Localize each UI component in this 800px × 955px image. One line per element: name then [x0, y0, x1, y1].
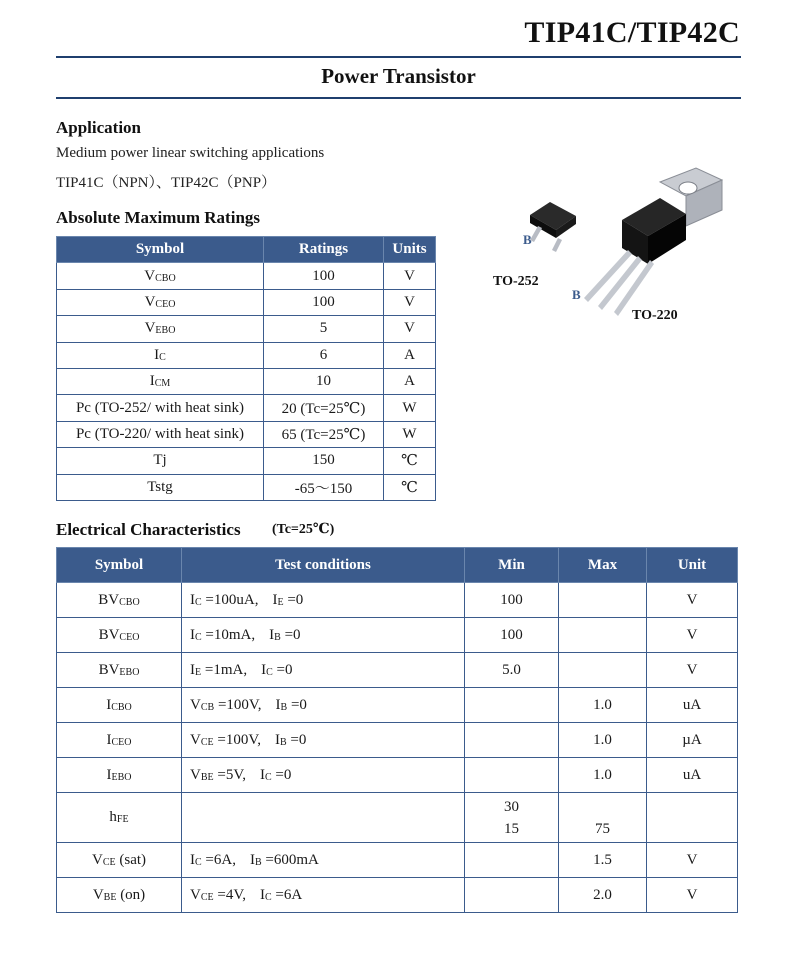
unit-cell: V — [647, 843, 738, 878]
unit-cell: V — [647, 653, 738, 688]
condition-line — [190, 592, 303, 608]
conditions-cell — [182, 688, 465, 723]
symbol-cell — [57, 474, 264, 500]
column-header: Units — [384, 237, 436, 263]
min-cell — [465, 688, 559, 723]
rating-cell: 5 — [264, 316, 384, 342]
condition-value: =4V, — [213, 886, 246, 903]
symbol-subscript: CE — [102, 856, 116, 868]
condition-value: =1mA, — [201, 661, 248, 678]
symbol-text: V — [144, 320, 156, 337]
symbol-text: I — [106, 731, 112, 748]
rating-cell: 100 — [264, 289, 384, 315]
min-cell: 5.0 — [465, 653, 559, 688]
table-row — [57, 421, 436, 447]
max-cell: 1.5 — [559, 843, 647, 878]
table-row — [57, 688, 738, 723]
rating-cell: 6 — [264, 342, 384, 368]
condition-subscript: C — [195, 631, 202, 643]
to-252-base-pin-label: B — [523, 232, 532, 247]
symbol-suffix: (on) — [116, 886, 146, 903]
max-cell: 2.0 — [559, 878, 647, 913]
condition-subscript: E — [277, 596, 284, 608]
condition-param: I — [275, 696, 281, 713]
unit-cell: W — [384, 395, 436, 421]
symbol-cell — [57, 723, 182, 758]
rating-cell: 100 — [264, 263, 384, 289]
condition-param: I — [272, 591, 278, 608]
unit-cell: ℃ — [384, 474, 436, 500]
application-line-2: TIP41C（NPN）、TIP42C（PNP） — [56, 175, 277, 191]
unit-cell: V — [384, 289, 436, 315]
table-row — [57, 723, 738, 758]
symbol-cell — [57, 618, 182, 653]
table-row — [57, 316, 436, 342]
table-row — [57, 653, 738, 688]
condition-line — [190, 627, 301, 643]
symbol-text: Pc (TO-252/ with heat sink) — [75, 399, 245, 416]
table-row — [57, 474, 436, 500]
unit-cell: uA — [647, 688, 738, 723]
condition-param: I — [261, 661, 267, 678]
max-cell: 1.0 — [559, 723, 647, 758]
condition-param: I — [269, 626, 275, 643]
condition-subscript: E — [195, 666, 202, 678]
min-cell — [465, 878, 559, 913]
condition-line — [190, 767, 291, 783]
condition-subscript: CE — [200, 891, 214, 903]
symbol-text: h — [109, 809, 117, 825]
table-row — [57, 342, 436, 368]
table-row — [57, 263, 436, 289]
package-illustration — [500, 160, 740, 330]
symbol-text: V — [144, 293, 156, 310]
symbol-cell — [57, 688, 182, 723]
conditions-cell — [182, 843, 465, 878]
unit-cell: A — [384, 342, 436, 368]
min-value: 30 — [504, 798, 519, 815]
condition-line — [190, 852, 319, 868]
condition-value: =0 — [283, 591, 304, 608]
condition-value: =0 — [271, 766, 292, 783]
electrical-heading: Electrical Characteristics — [56, 520, 241, 539]
unit-cell: V — [647, 618, 738, 653]
unit-cell: ℃ — [384, 448, 436, 474]
conditions-cell — [182, 583, 465, 618]
min-cell — [465, 793, 559, 843]
unit-cell: V — [384, 316, 436, 342]
unit-cell: V — [647, 878, 738, 913]
symbol-text: BV — [98, 661, 120, 678]
symbol-cell — [57, 793, 182, 843]
condition-param: V — [190, 766, 201, 783]
symbol-text: V — [92, 886, 104, 903]
rating-cell: 10 — [264, 368, 384, 394]
symbol-cell — [57, 653, 182, 688]
symbol-cell — [57, 758, 182, 793]
condition-line — [190, 662, 292, 678]
condition-subscript: B — [274, 631, 281, 643]
table-row — [57, 618, 738, 653]
condition-subscript: C — [264, 771, 272, 783]
symbol-cell — [57, 395, 264, 421]
condition-subscript: B — [280, 701, 288, 713]
conditions-cell — [182, 758, 465, 793]
symbol-cell — [57, 342, 264, 368]
table-row — [57, 289, 436, 315]
electrical-characteristics-table — [56, 547, 738, 913]
symbol-cell — [57, 368, 264, 394]
condition-subscript: CB — [200, 701, 215, 713]
condition-value: =0 — [287, 696, 307, 713]
condition-subscript: B — [279, 736, 287, 748]
symbol-cell — [57, 878, 182, 913]
unit-cell: W — [384, 421, 436, 447]
electrical-header-row — [57, 548, 738, 583]
unit-cell: V — [647, 583, 738, 618]
condition-line — [190, 887, 302, 903]
to-220-package-icon — [584, 168, 722, 316]
symbol-subscript: BE — [103, 891, 117, 903]
unit-cell: V — [384, 263, 436, 289]
to-220-label: TO-220 — [632, 308, 678, 323]
rating-cell: 150 — [264, 448, 384, 474]
condition-param: I — [259, 766, 265, 783]
max-cell: 1.0 — [559, 688, 647, 723]
condition-value: =600mA — [261, 851, 319, 868]
condition-subscript: C — [264, 891, 272, 903]
min-cell — [465, 758, 559, 793]
symbol-subscript: CBO — [155, 272, 176, 284]
min-cell: 100 — [465, 618, 559, 653]
condition-value: =0 — [280, 626, 301, 643]
symbol-text: Tstg — [147, 478, 173, 495]
max-value: 75 — [595, 820, 610, 837]
condition-param: V — [190, 731, 201, 748]
column-header: Symbol — [57, 548, 182, 583]
condition-param: V — [190, 696, 201, 713]
condition-value: =100uA, — [201, 591, 259, 608]
condition-subscript: CE — [200, 736, 214, 748]
symbol-cell — [57, 583, 182, 618]
condition-value: =6A — [271, 886, 303, 903]
condition-value: =5V, — [213, 766, 246, 783]
column-header: Test conditions — [182, 548, 465, 583]
condition-param: I — [274, 731, 280, 748]
min-cell — [465, 723, 559, 758]
rating-cell: 65 (Tc=25℃) — [264, 421, 384, 447]
datasheet-title: TIP41C/TIP42C — [524, 16, 740, 49]
symbol-text: BV — [98, 591, 120, 608]
symbol-text: I — [154, 346, 160, 363]
application-line-1: Medium power linear switching applications — [56, 145, 325, 161]
table-row — [57, 395, 436, 421]
absolute-max-heading: Absolute Maximum Ratings — [56, 208, 261, 227]
max-cell — [559, 583, 647, 618]
to-252-label: TO-252 — [493, 274, 539, 289]
conditions-cell — [182, 878, 465, 913]
unit-cell: A — [384, 368, 436, 394]
datasheet-subtitle: Power Transistor — [321, 64, 476, 88]
condition-subscript: BE — [200, 771, 214, 783]
conditions-cell — [182, 723, 465, 758]
symbol-text: I — [106, 766, 112, 783]
absolute-max-table — [56, 236, 436, 501]
symbol-cell — [57, 316, 264, 342]
condition-param: V — [190, 886, 201, 903]
condition-value: =0 — [286, 731, 307, 748]
conditions-cell — [182, 618, 465, 653]
max-cell: 1.0 — [559, 758, 647, 793]
condition-param: I — [190, 851, 195, 868]
condition-value: =100V, — [214, 696, 262, 713]
symbol-subscript: CEO — [155, 298, 176, 310]
max-cell — [559, 653, 647, 688]
symbol-subscript: CBO — [111, 701, 132, 713]
conditions-cell — [182, 653, 465, 688]
absolute-max-body — [57, 263, 436, 501]
symbol-subscript: FE — [116, 814, 129, 825]
column-header: Ratings — [264, 237, 384, 263]
symbol-text: V — [91, 851, 103, 868]
rating-cell: -65～150 — [264, 474, 384, 500]
symbol-subscript: EBO — [155, 325, 176, 337]
table-row — [57, 793, 738, 843]
unit-cell: uA — [647, 758, 738, 793]
condition-value: =0 — [272, 661, 293, 678]
condition-value: =10mA, — [201, 626, 256, 643]
application-heading: Application — [56, 118, 142, 137]
column-header: Min — [465, 548, 559, 583]
to-220-base-pin-label: B — [572, 287, 581, 302]
condition-line — [190, 796, 464, 818]
symbol-text: I — [149, 373, 155, 390]
max-value — [559, 796, 646, 818]
condition-line — [190, 697, 307, 713]
condition-param: I — [259, 886, 265, 903]
conditions-cell — [182, 793, 465, 843]
min-value: 15 — [504, 820, 519, 837]
symbol-text: I — [106, 696, 112, 713]
min-cell: 100 — [465, 583, 559, 618]
electrical-body — [57, 583, 738, 913]
table-row — [57, 448, 436, 474]
symbol-cell — [57, 448, 264, 474]
column-header: Unit — [647, 548, 738, 583]
symbol-subscript: EBO — [119, 666, 140, 678]
table-row — [57, 583, 738, 618]
symbol-cell — [57, 843, 182, 878]
symbol-suffix: (sat) — [115, 851, 147, 868]
symbol-subscript: CEO — [111, 736, 132, 748]
condition-subscript: C — [266, 666, 273, 678]
symbol-text: V — [144, 267, 156, 284]
symbol-cell — [57, 421, 264, 447]
condition-line — [190, 732, 306, 748]
rating-cell: 20 (Tc=25℃) — [264, 395, 384, 421]
table-row — [57, 758, 738, 793]
condition-value: =100V, — [213, 731, 261, 748]
column-header: Max — [559, 548, 647, 583]
column-header: Symbol — [57, 237, 264, 263]
symbol-text: BV — [98, 626, 120, 643]
symbol-text: Pc (TO-220/ with heat sink) — [75, 425, 245, 442]
condition-param: I — [190, 626, 195, 643]
electrical-test-condition: (Tc=25℃) — [272, 522, 335, 537]
symbol-cell — [57, 289, 264, 315]
subtitle-rule — [56, 97, 741, 99]
condition-subscript: C — [195, 596, 202, 608]
condition-param: I — [190, 591, 195, 608]
unit-cell — [647, 793, 738, 843]
symbol-text: Tj — [153, 452, 167, 469]
symbol-cell — [57, 263, 264, 289]
condition-line — [190, 818, 464, 840]
absolute-max-header-row — [57, 237, 436, 263]
condition-value: =6A, — [201, 851, 236, 868]
symbol-subscript: CM — [154, 378, 171, 390]
min-cell — [465, 843, 559, 878]
max-cell — [559, 618, 647, 653]
table-row — [57, 368, 436, 394]
to-252-package-icon — [530, 202, 576, 252]
symbol-subscript: CBO — [119, 596, 140, 608]
max-cell — [559, 793, 647, 843]
symbol-subscript: CEO — [119, 631, 140, 643]
condition-param: I — [190, 661, 195, 678]
condition-subscript: B — [254, 856, 262, 868]
table-row — [57, 843, 738, 878]
title-rule — [56, 56, 741, 58]
condition-subscript: C — [195, 856, 202, 868]
unit-cell: µA — [647, 723, 738, 758]
table-row — [57, 878, 738, 913]
symbol-subscript: EBO — [111, 771, 132, 783]
condition-param: I — [249, 851, 255, 868]
symbol-subscript: C — [159, 351, 166, 363]
